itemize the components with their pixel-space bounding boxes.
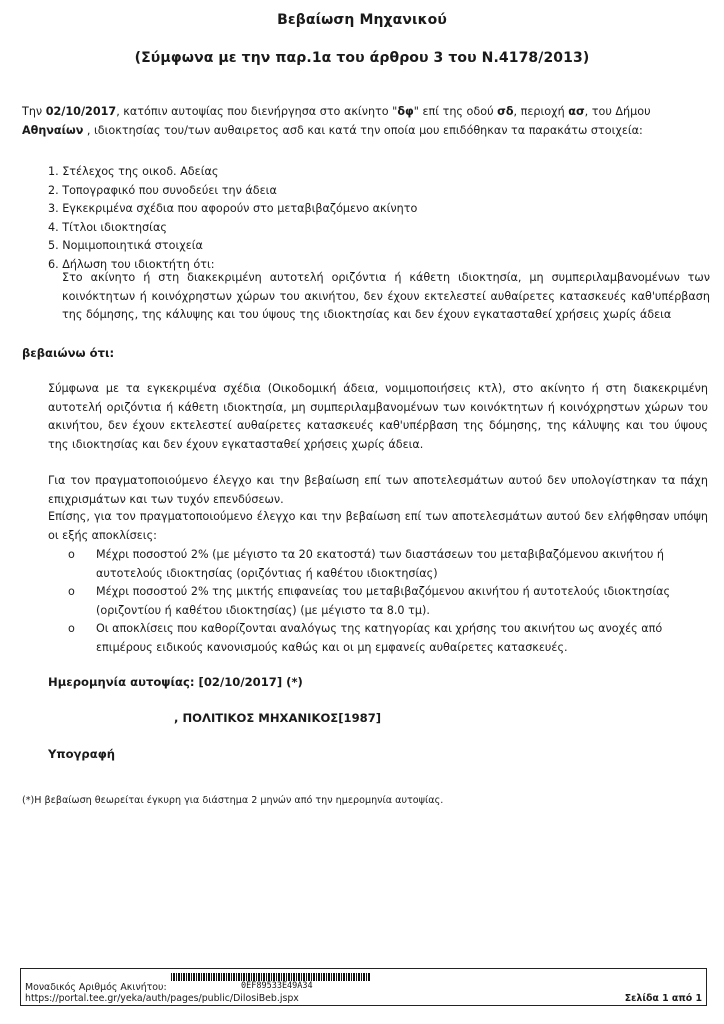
page-number: Σελίδα 1 από 1 [624,993,702,1004]
list-item: 1. Στέλεχος της οικοδ. Αδείας [48,165,219,178]
footer [20,968,707,1006]
barcode-value: 0EF89533E49A34 [241,981,313,991]
bullet-marker: o [68,585,75,598]
bullet-marker: o [68,548,75,561]
body-paragraph-2: Για τον πραγματοποιούμενο έλεγχο και την βεβαίωση επί των αποτελεσμάτων αυτού δεν υπολογίστηκαν τα πάχη επιχρισμάτων και των τυχόν επενδύσεων. [48,474,708,506]
owner-declaration-text: Στο ακίνητο ή στη διακεκριμένη αυτοτελή οριζόντια ή κάθετη ιδιοκτησία, μη συμπεριλαμβανομένων των κοινόκτητων ή κοινόχρηστων χώρων του ακινήτου, δεν έχουν εκτελεστεί αυθαίρετες κατασκευές καθ'υπέρβαση της δόμησης, της κάλυψης και του ύψους της ιδιοκτησίας και δεν έχουν εγκατασταθεί χρήσεις χωρίς άδεια [62,271,710,321]
certify-heading: βεβαιώνω ότι: [22,346,115,360]
property-id-label: Μοναδικός Αριθμός Ακινήτου: [25,982,167,993]
deviations-list [48,546,708,657]
document-subtitle: (Σύμφωνα με την παρ.1α του άρθρου 3 του Ν.4178/2013) [134,50,590,66]
inspection-date: 02/10/2017 [45,105,117,118]
street-name: σδ [497,105,514,118]
list-item: 5. Νομιμοποιητικά στοιχεία [48,239,203,252]
body-paragraph-1: Σύμφωνα με τα εγκεκριμένα σχέδια (Οικοδομική άδεια, νομιμοποιήσεις κτλ), στο ακίνητο ή στη διακεκριμένη αυτοτελή οριζόντια ή κάθετη ιδιοκτησία, μη συμπεριλαμβανομένων των κοινόκτητων ή κοινόχρηστων χώρων του ακινήτου, δεν έχουν εκτελεστεί αυθαίρετες κατασκευές καθ'υπέρβαση της δόμησης, της κάλυψης και του ύψους της ιδιοκτησίας και δεν έχουν εγκατασταθεί χρήσεις χωρίς άδεια. [48,382,708,451]
signature-label: Υπογραφή [48,747,116,761]
bullet-marker: o [68,622,75,635]
body-paragraph-3: Επίσης, για τον πραγματοποιούμενο έλεγχο και την βεβαίωση επί των αποτελεσμάτων αυτού δεν ελήφθησαν υπόψη οι εξής αποκλίσεις: [48,510,708,542]
validity-footnote: (*)Η βεβαίωση θεωρείται έγκυρη για διάστημα 2 μηνών από την ημερομηνία αυτοψίας. [22,795,444,806]
list-item: 4. Τίτλοι ιδιοκτησίας [48,220,167,234]
area-name: ασ [568,105,585,118]
list-item: 2. Τοπογραφικό που συνοδεύει την άδεια [48,183,277,197]
intro-paragraph: Την 02/10/2017, κατόπιν αυτοψίας που διενήργησα στο ακίνητο "δφ" επί της οδού σδ, περιοχή ασ, του Δήμου Αθηναίων , ιδιοκτησίας του/των αυθαιρετος ασδ και κατά την οποία μου επιδόθηκαν τα παρακάτω στοιχεία: [22,105,651,137]
municipality-name: Αθηναίων [22,123,84,137]
document-title: Βεβαίωση Μηχανικού [277,12,447,28]
list-item: o Μέχρι ποσοστού 2% (με μέγιστο τα 20 εκατοστά) των διαστάσεων του μεταβιβαζόμενου ακινήτου ή αυτοτελούς ιδιοκτησίας (οριζόντιας ή καθέτου ιδιοκτησίας) [68,548,664,580]
list-item: 6. Δήλωση του ιδιοκτήτη ότι: [48,257,215,271]
submitted-documents-list [48,163,417,274]
property-name: δφ [397,105,414,118]
inspection-date-line: Ημερομηνία αυτοψίας: [02/10/2017] (*) [48,675,303,689]
source-url: https://portal.tee.gr/yeka/auth/pages/public/DilosiBeb.jspx [25,993,299,1004]
list-item: o Μέχρι ποσοστού 2% της μικτής επιφανείας του μεταβιβαζόμενου ακινήτου ή αυτοτελούς ιδιοκτησίας (οριζοντίου ή καθέτου ιδιοκτησίας) (με μέγιστο τα 8.0 τμ). [68,585,671,617]
list-item: 3. Εγκεκριμένα σχέδια που αφορούν στο μεταβιβαζόμενο ακίνητο [48,202,418,215]
barcode [171,973,371,981]
list-item: o Οι αποκλίσεις που καθορίζονται αναλόγως της κατηγορίας και χρήσης του ακινήτου ως ανοχές από επιμέρους ειδικούς κανονισμούς καθώς και οι μη εμφανείς αυθαίρετες κατασκευές. [68,622,663,654]
engineer-line: , ΠΟΛΙΤΙΚΟΣ ΜΗΧΑΝΙΚΟΣ[1987] [174,711,382,725]
